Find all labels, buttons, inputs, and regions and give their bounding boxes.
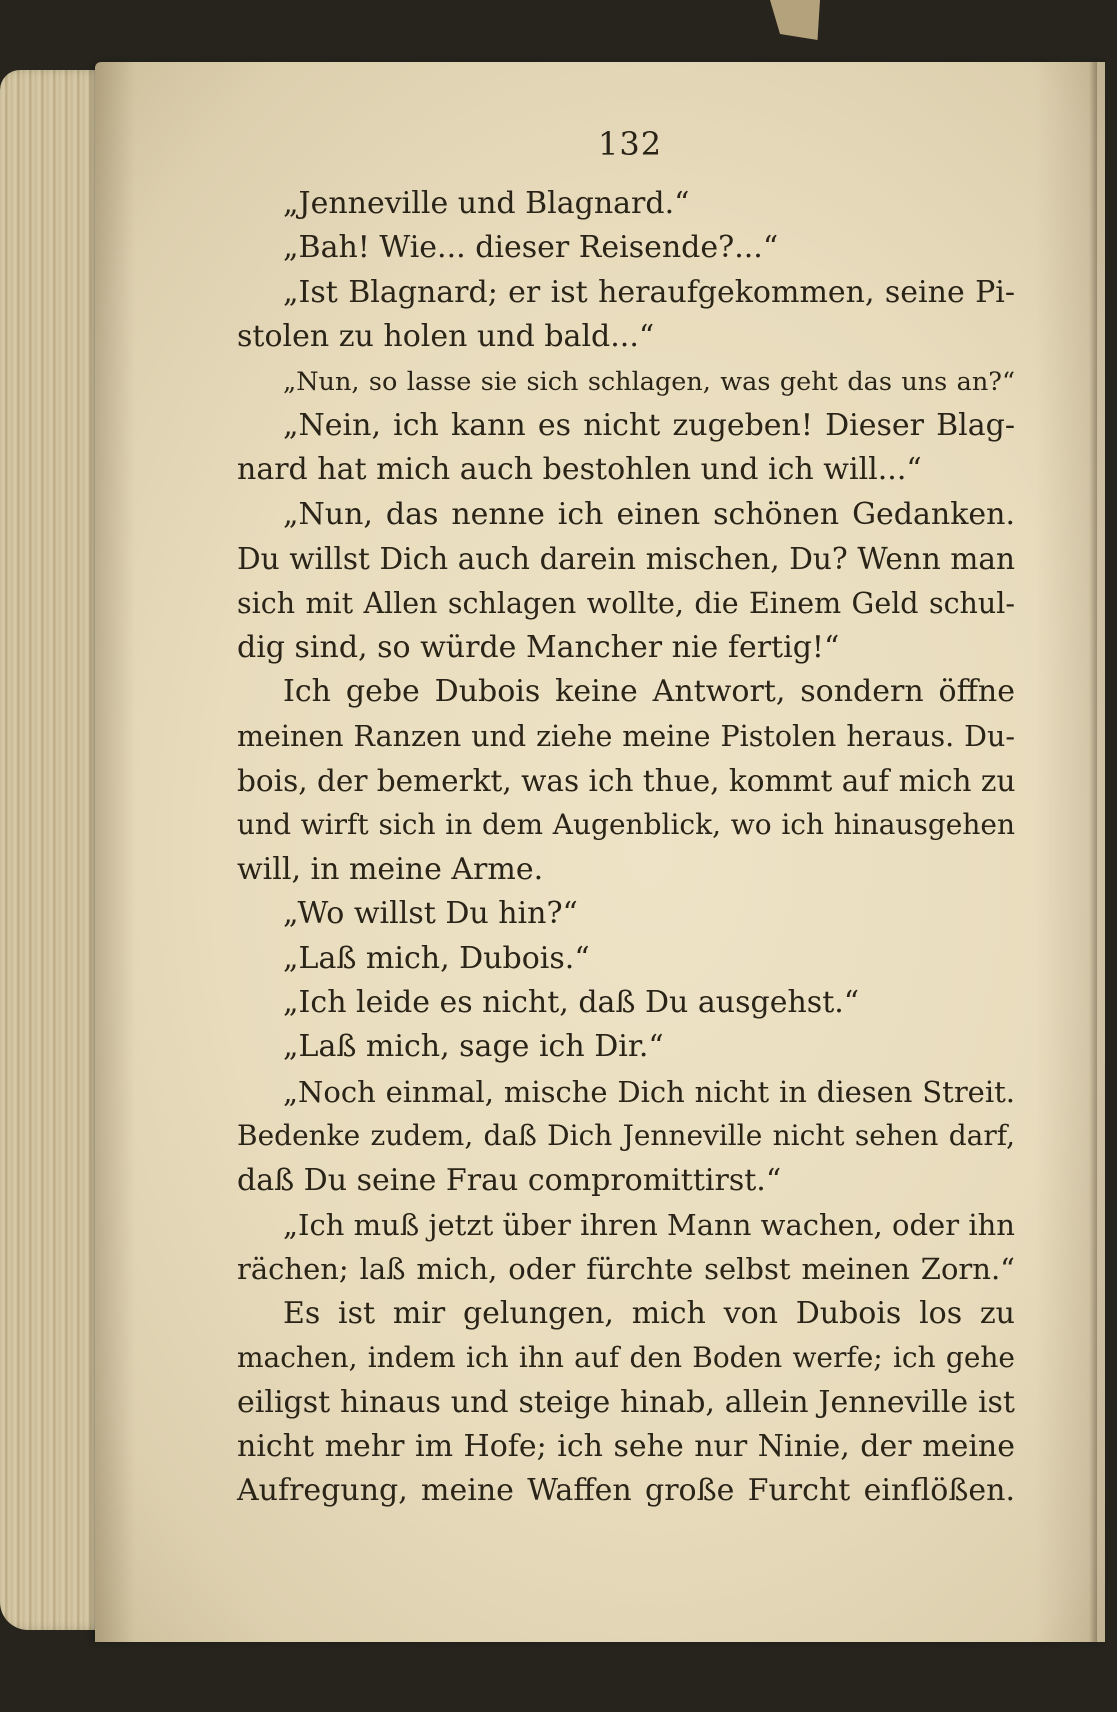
text-line: stolen zu holen und bald...“ xyxy=(237,319,655,355)
body-text xyxy=(237,182,1015,1514)
page-number: 132 xyxy=(598,125,663,163)
text-line: „Nun, so lasse sie sich schlagen, was geht das uns an?“ xyxy=(283,366,1015,397)
text-line: „Jenneville und Blagnard.“ xyxy=(283,186,690,221)
text-line: Es ist mir gelungen, mich von Dubois los zu xyxy=(283,1295,1015,1331)
text-line: „Nein, ich kann es nicht zugeben! Dieser Blag- xyxy=(283,407,1015,443)
text-line: daß Du seine Frau compromittirst.“ xyxy=(237,1162,782,1198)
text-line: bois, der bemerkt, was ich thue, kommt auf mich zu xyxy=(237,764,1016,799)
text-line: eiligst hinaus und steige hinab, allein Jenneville ist xyxy=(237,1384,1015,1420)
page-bleed-shadow xyxy=(1089,62,1097,1642)
text-line: Aufregung, meine Waffen große Furcht einflößen. xyxy=(237,1473,1015,1509)
page-fold-shadow xyxy=(95,62,135,1642)
text-line: meinen Ranzen und ziehe meine Pistolen heraus. Du- xyxy=(237,719,1015,753)
text-line: „Bah! Wie... dieser Reisende?...“ xyxy=(283,230,779,266)
text-line: und wirft sich in dem Augenblick, wo ich hinausgehen xyxy=(237,808,1015,842)
text-line: „Ist Blagnard; er ist heraufgekommen, seine Pi- xyxy=(283,274,1015,310)
text-line: „Wo willst Du hin?“ xyxy=(283,896,578,932)
text-line: „Laß mich, sage ich Dir.“ xyxy=(283,1029,664,1065)
text-line: Ich gebe Dubois keine Antwort, sondern öffne xyxy=(283,674,1015,710)
text-line: dig sind, so würde Mancher nie fertig!“ xyxy=(237,629,840,665)
torn-page-corner xyxy=(770,0,820,40)
text-line: „Ich muß jetzt über ihren Mann wachen, oder ihn xyxy=(283,1207,1015,1242)
text-line: „Ich leide es nicht, daß Du ausgehst.“ xyxy=(283,985,860,1021)
text-line: nicht mehr im Hofe; ich sehe nur Ninie, der meine xyxy=(237,1428,1015,1464)
text-line: Du willst Dich auch darein mischen, Du? Wenn man xyxy=(237,542,1015,577)
text-line: machen, indem ich ihn auf den Boden werfe; ich gehe xyxy=(237,1341,1015,1375)
text-line: sich mit Allen schlagen wollte, die Einem Geld schul- xyxy=(237,586,1015,620)
text-line: rächen; laß mich, oder fürchte selbst meinen Zorn.“ xyxy=(237,1252,1015,1287)
text-line: will, in meine Arme. xyxy=(237,851,544,887)
text-line: Bedenke zudem, daß Dich Jenneville nicht sehen darf, xyxy=(237,1119,1015,1153)
text-line: „Nun, das nenne ich einen schönen Gedanken. xyxy=(283,496,1015,532)
text-line: nard hat mich auch bestohlen und ich will...“ xyxy=(237,452,922,488)
text-line: „Laß mich, Dubois.“ xyxy=(283,940,590,976)
text-line: „Noch einmal, mische Dich nicht in diesen Streit. xyxy=(283,1074,1015,1109)
